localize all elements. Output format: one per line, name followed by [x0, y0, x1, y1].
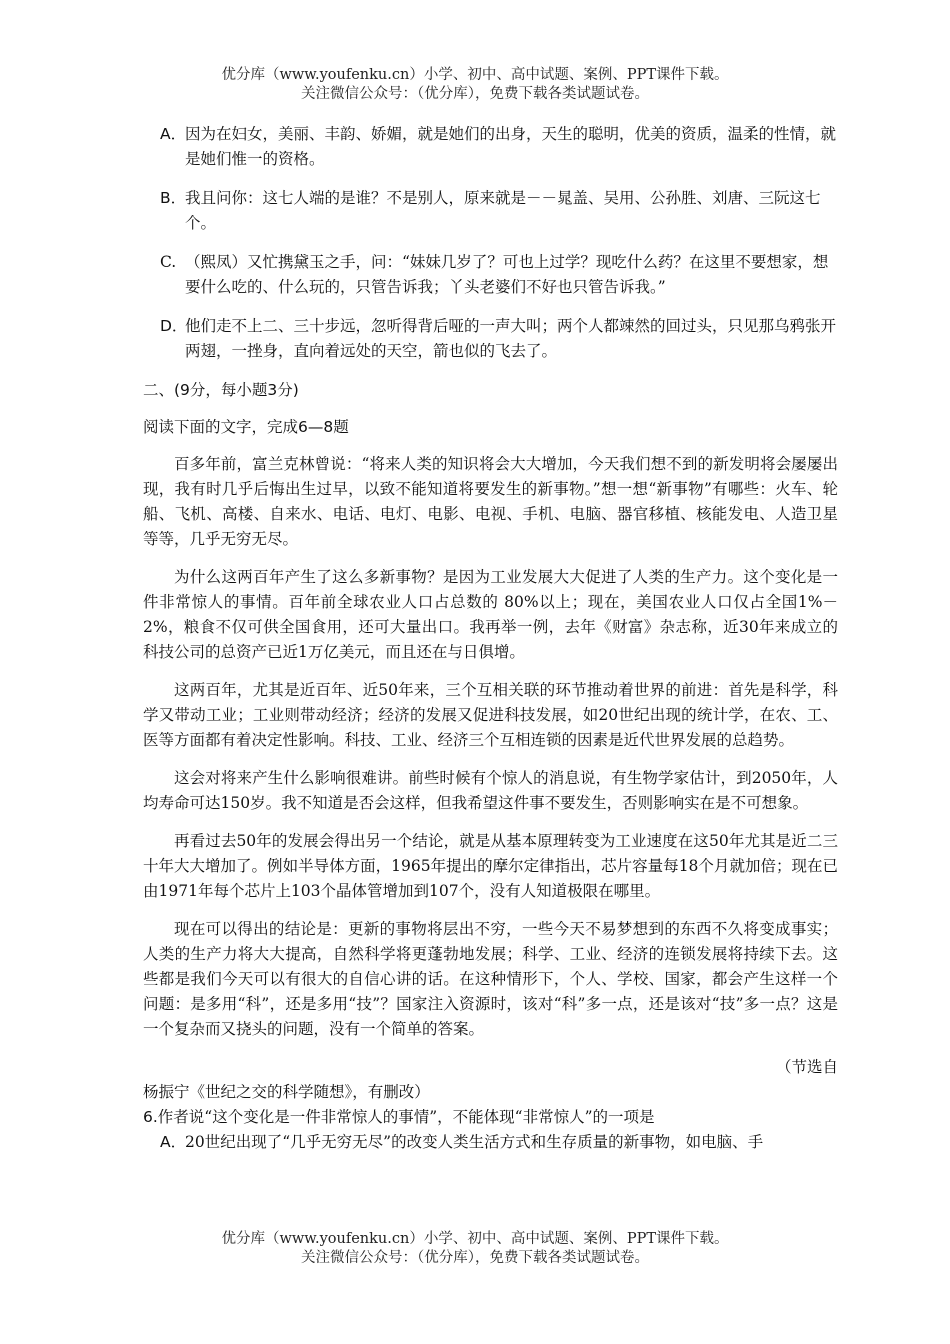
option-d-text: 他们走不上二、三十步远，忽听得背后哑的一声大叫；两个人都竦然的回过头，只见那乌鸦张开两翅，一挫身，直向着远处的天空，箭也似的飞去了。	[185, 317, 837, 360]
header-line-2: 关注微信公众号：（优分库），免费下载各类试题试卷。	[301, 86, 649, 102]
page-footer	[0, 1230, 950, 1268]
reading-paragraph-3: 这两百年，尤其是近百年、近50年来，三个互相关联的环节推动着世界的前进：首先是科学，科学又带动工业；工业则带动经济；经济的发展又促进科技发展，如20世纪出现的统计学，在农、工、医等方面都有着决定性影响。科技、工业、经济三个互相连锁的因素是近代世界发展的总趋势。	[143, 681, 838, 749]
question-6-stem	[143, 1105, 838, 1130]
page-content	[143, 122, 838, 1155]
question-6-option-a	[143, 1130, 838, 1155]
header-line-1: 优分库（www.youfenku.cn）小学、初中、高中试题、案例、PPT课件下载。	[221, 67, 729, 83]
option-a-label: A．	[160, 125, 187, 143]
question-6-number: 6.	[143, 1108, 158, 1126]
option-b-text: 我且问你：这七人端的是谁？不是别人，原来就是－－晁盖、吴用、公孙胜、刘唐、三阮这七个。	[185, 189, 821, 232]
option-b-label: B．	[160, 189, 187, 207]
reading-paragraph-5: 再看过去50年的发展会得出另一个结论，就是从基本原理转变为工业速度在这50年尤其是近二三十年大大增加了。例如半导体方面，1965年提出的摩尔定律指出，芯片容量每18个月就加倍；现在已由1971年每个芯片上103个晶体管增加到107个，没有人知道极限在哪里。	[143, 832, 838, 900]
option-d	[143, 314, 838, 364]
section-instruction: 阅读下面的文字，完成6—8题	[143, 418, 349, 436]
reading-paragraph-1: 百多年前，富兰克林曾说：“将来人类的知识将会大大增加，今天我们想不到的新发明将会屡屡出现，我有时几乎后悔出生过早，以致不能知道将要发生的新事物。”想一想“新事物”有哪些：火车、轮船、飞机、高楼、自来水、电话、电灯、电影、电视、手机、电脑、器官移植、核能发电、人造卫星等等，几乎无穷无尽。	[143, 455, 838, 548]
reading-paragraph-2: 为什么这两百年产生了这么多新事物？是因为工业发展大大促进了人类的生产力。这个变化是一件非常惊人的事情。百年前全球农业人口占总数的 80%以上；现在，美国农业人口仅占全国1%－2%，粮食不仅可供全国食用，还可大量出口。我再举一例，去年《财富》杂志称，近30年来成立的科技公司的总资产已近1万亿美元，而且还在与日俱增。	[143, 568, 838, 661]
option-a-text: 因为在妇女，美丽、丰韵、娇媚，就是她们的出身，天生的聪明，优美的资质，温柔的性情，就是她们惟一的资格。	[185, 125, 837, 168]
option-a	[143, 122, 838, 172]
reading-paragraph-4: 这会对将来产生什么影响很难讲。前些时候有个惊人的消息说，有生物学家估计，到2050年，人均寿命可达150岁。我不知道是否会这样，但我希望这件事不要发生，否则影响实在是不可想象。	[143, 769, 838, 812]
source-note-1: （节选自	[775, 1058, 838, 1076]
question-6-option-a-label: A．	[160, 1133, 187, 1151]
page-header	[0, 66, 950, 104]
option-c	[143, 250, 838, 300]
section-title: 二、(9分，每小题3分)	[143, 381, 299, 399]
option-c-label: C.	[160, 253, 177, 271]
source-note-2: 杨振宁《世纪之交的科学随想》，有删改）	[143, 1083, 430, 1101]
option-b	[143, 186, 838, 236]
option-d-label: D．	[160, 317, 188, 335]
footer-line-2: 关注微信公众号：（优分库），免费下载各类试题试卷。	[301, 1250, 649, 1266]
reading-paragraph-6: 现在可以得出的结论是：更新的事物将层出不穷，一些今天不易梦想到的东西不久将变成事实；人类的生产力将大大提高，自然科学将更蓬勃地发展；科学、工业、经济的连锁发展将持续下去。这些都是我们今天可以有很大的自信心讲的话。在这种情形下，个人、学校、国家，都会产生这样一个问题：是多用“科”，还是多用“技”？国家注入资源时，该对“科”多一点，还是该对“技”多一点？这是一个复杂而又挠头的问题，没有一个简单的答案。	[143, 920, 838, 1038]
question-6-text: 作者说“这个变化是一件非常惊人的事情”，不能体现“非常惊人”的一项是	[157, 1108, 655, 1126]
footer-line-1: 优分库（www.youfenku.cn）小学、初中、高中试题、案例、PPT课件下载。	[221, 1231, 729, 1247]
option-c-text: （熙凤）又忙携黛玉之手，问：“妹妹几岁了？可也上过学？现吃什么药？在这里不要想家，想要什么吃的、什么玩的，只管告诉我；丫头老婆们不好也只管告诉我。”	[185, 253, 829, 296]
question-6-option-a-text: 20世纪出现了“几乎无穷无尽”的改变人类生活方式和生存质量的新事物，如电脑、手	[185, 1133, 764, 1151]
